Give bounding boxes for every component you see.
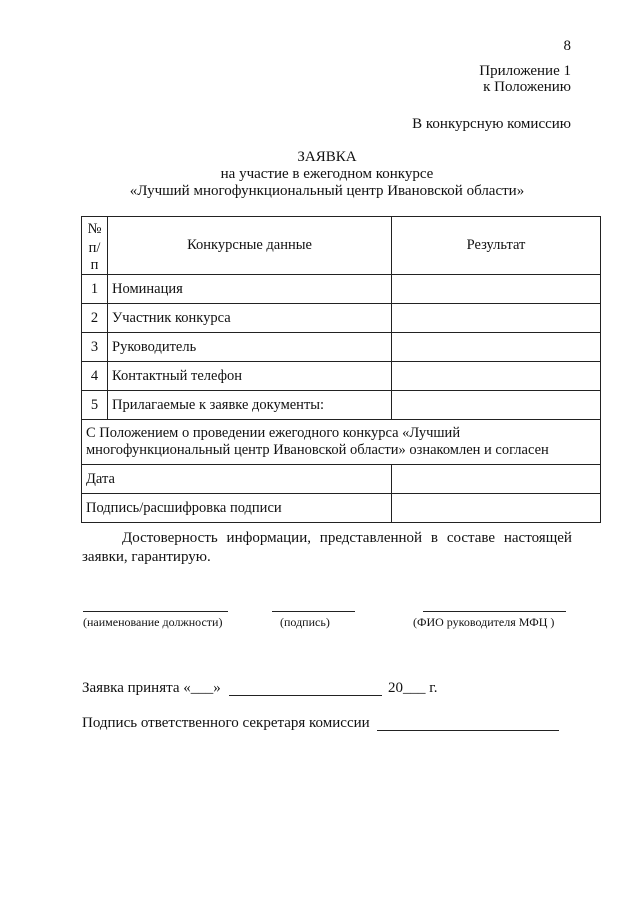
document-title: ЗАЯВКА bbox=[297, 149, 357, 165]
document-subtitle: на участие в ежегодном конкурсе bbox=[220, 166, 434, 182]
row-label-documents: Прилагаемые к заявке документы: bbox=[108, 391, 392, 420]
guarantee-word: в bbox=[430, 530, 438, 546]
accepted-year: 20___ г. bbox=[388, 680, 438, 696]
signature-line[interactable] bbox=[272, 611, 355, 612]
header-result: Результат bbox=[392, 217, 601, 275]
table-row bbox=[82, 362, 601, 391]
row-label-head: Руководитель bbox=[108, 333, 392, 362]
secretary-label: Подпись ответственного секретаря комиссии bbox=[82, 715, 370, 731]
page-number: 8 bbox=[563, 38, 571, 54]
row-number: 4 bbox=[82, 362, 108, 391]
table-row bbox=[82, 391, 601, 420]
row-result-head[interactable] bbox=[392, 333, 601, 362]
header-number-sign: № bbox=[87, 221, 102, 237]
header-contest-data: Конкурсные данные bbox=[108, 217, 392, 275]
agreement-row bbox=[82, 420, 601, 465]
guarantee-word: информации, bbox=[226, 530, 311, 546]
row-label-nomination: Номинация bbox=[108, 275, 392, 304]
position-line[interactable] bbox=[83, 611, 228, 612]
signature-value[interactable] bbox=[392, 494, 601, 523]
signature-caption: (подпись) bbox=[280, 615, 330, 629]
accepted-month-line[interactable] bbox=[229, 695, 382, 696]
signature-label: Подпись/расшифровка подписи bbox=[82, 494, 392, 523]
header-number bbox=[82, 217, 108, 275]
row-result-documents[interactable] bbox=[392, 391, 601, 420]
date-row bbox=[82, 465, 601, 494]
date-value[interactable] bbox=[392, 465, 601, 494]
guarantee-line-1 bbox=[122, 530, 572, 547]
row-label-participant: Участник конкурса bbox=[108, 304, 392, 333]
guarantee-word: составе bbox=[446, 530, 496, 546]
row-number: 5 bbox=[82, 391, 108, 420]
row-result-nomination[interactable] bbox=[392, 275, 601, 304]
guarantee-line-2: заявки, гарантирую. bbox=[82, 549, 211, 565]
row-number: 2 bbox=[82, 304, 108, 333]
secretary-signature-line[interactable] bbox=[377, 730, 559, 731]
table-row bbox=[82, 304, 601, 333]
agreement-line-1: С Положением о проведении ежегодного конкурса «Лучший bbox=[86, 425, 461, 441]
guarantee-word: представленной bbox=[319, 530, 423, 546]
addressee: В конкурсную комиссию bbox=[412, 116, 571, 132]
header-number-abbr: п/п bbox=[88, 240, 101, 273]
appendix-label: Приложение 1 bbox=[479, 63, 571, 79]
table-row bbox=[82, 333, 601, 362]
name-line[interactable] bbox=[423, 611, 566, 612]
table-row bbox=[82, 275, 601, 304]
row-result-phone[interactable] bbox=[392, 362, 601, 391]
date-label: Дата bbox=[82, 465, 392, 494]
row-number: 3 bbox=[82, 333, 108, 362]
guarantee-word: Достоверность bbox=[122, 530, 218, 546]
position-caption: (наименование должности) bbox=[83, 615, 223, 629]
table-header-row bbox=[82, 217, 601, 275]
guarantee-word: настоящей bbox=[503, 530, 572, 546]
appendix-reference: к Положению bbox=[483, 79, 571, 95]
signature-row bbox=[82, 494, 601, 523]
agreement-line-2: многофункциональный центр Ивановской области» ознакомлен и согласен bbox=[86, 442, 549, 458]
row-number: 1 bbox=[82, 275, 108, 304]
row-label-phone: Контактный телефон bbox=[108, 362, 392, 391]
contest-name: «Лучший многофункциональный центр Ивановской области» bbox=[129, 183, 525, 199]
application-table bbox=[81, 216, 601, 523]
name-caption: (ФИО руководителя МФЦ ) bbox=[413, 615, 555, 629]
row-result-participant[interactable] bbox=[392, 304, 601, 333]
agreement-text bbox=[82, 420, 601, 465]
accepted-label: Заявка принята «___» bbox=[82, 680, 221, 696]
